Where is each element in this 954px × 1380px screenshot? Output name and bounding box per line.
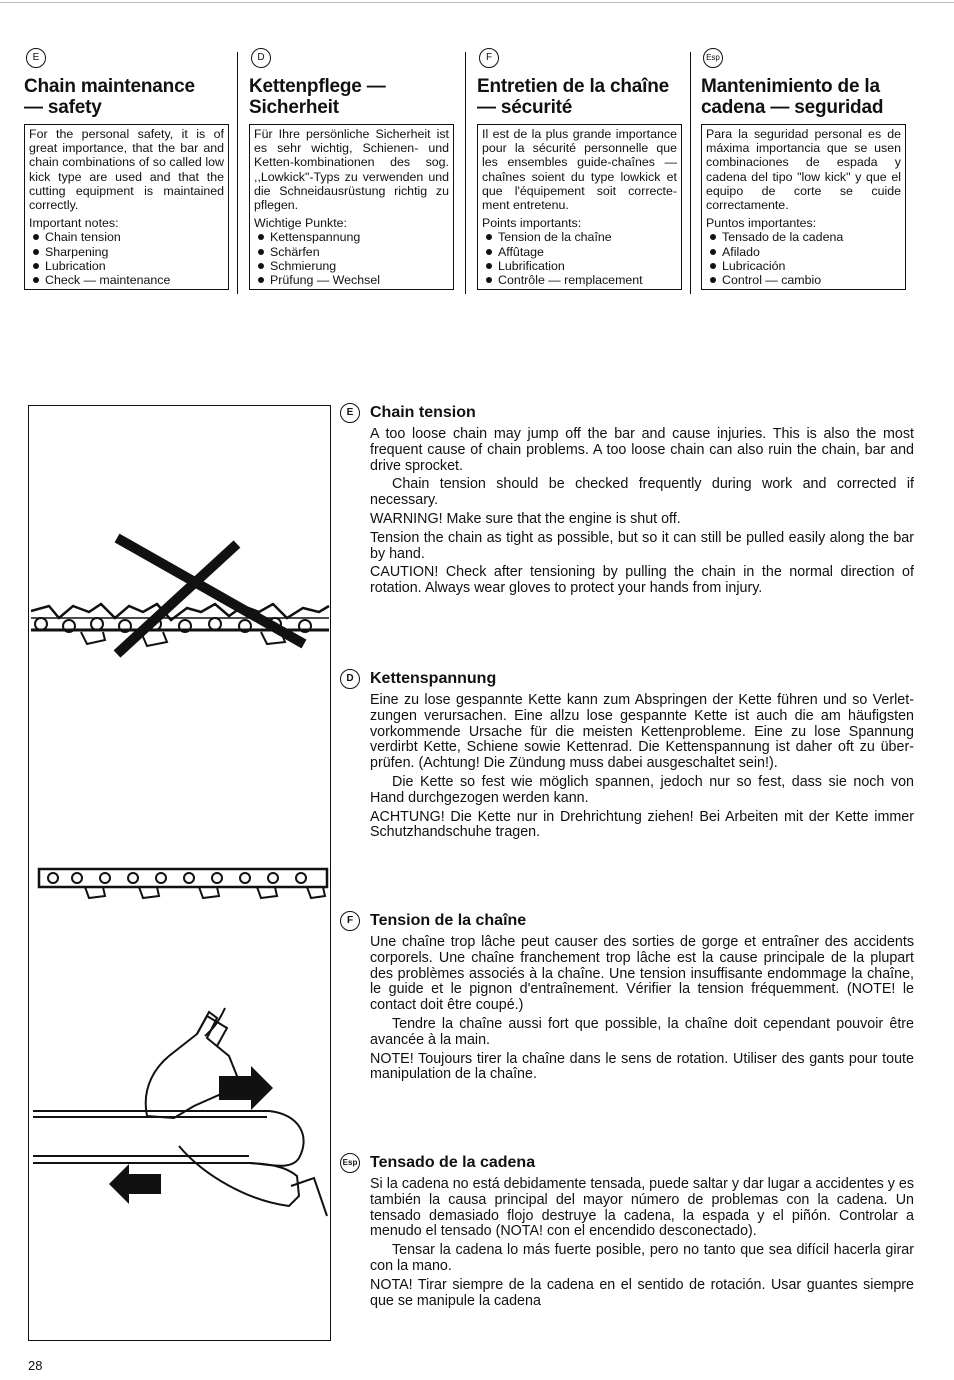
paragraph: WARNING! Make sure that the engine is shut off. (370, 510, 681, 527)
intro-text: For the personal safety, it is of great importance, that the bar and chain combinations of so called low kick type are used and that the cutting equipment is maintained correctly. (29, 127, 224, 213)
column-title (24, 76, 234, 118)
correctly-tensioned-chain-icon (39, 869, 327, 898)
list-item: Tensado de la cadena (706, 230, 901, 244)
list-item: Prüfung — Wechsel (254, 273, 449, 287)
section-body (340, 935, 914, 1083)
notes-list (482, 230, 677, 287)
column-english (24, 48, 234, 290)
language-badge: D (251, 48, 271, 68)
paragraph: NOTE! Toujours tirer la chaîne dans le sens de rotation. Utiliser des gants pour toute manipulation de la chaîne. (370, 1050, 914, 1083)
column-divider (690, 52, 691, 294)
notes-title: Wichtige Punkte: (254, 216, 347, 231)
illustration-panel (28, 405, 331, 1341)
column-title-line: Sicherheit (249, 97, 339, 118)
paragraph: ACHTUNG! Die Kette nur in Drehrichtung ziehen! Bei Arbeiten mit der Kette immer Schutzhandschuhe tragen. (370, 808, 914, 841)
paragraph: Tensar la cadena lo más fuerte posible, pero no tanto que sea difícil hacerla girar con la mano. (370, 1242, 914, 1274)
list-item: Sharpening (29, 245, 224, 259)
column-title-line: Entretien de la chaîne (477, 76, 669, 97)
section-french (340, 911, 914, 1086)
paragraph: Une chaîne trop lâche peut causer des sorties de gorge et entraîner des accidents corporels. Une chaîne franchement trop lâche est la cause principale de la plupart des problèmes associés à la chaîne. Une tension insuffisante endommage la chaîne, le guide et le pignon d'entraînement. Vérifier la tension fréquemment. (NOTE! le contact doit être coupé.) (370, 934, 914, 1014)
gloved-hands-pulling-chain-icon (33, 1008, 327, 1216)
column-spanish (701, 48, 911, 290)
list-item: Contrôle — remplacement (482, 273, 677, 287)
language-badge: F (479, 48, 499, 68)
intro-text: Für Ihre persönliche Sicherheit ist es sehr wichtig, Schienen- und Ketten-kombinationen des sog. ,,Lowkick"-Typs zu verwenden und die Schneidausrüstung richtig zu pflegen. (254, 127, 449, 213)
list-item: Tension de la chaîne (482, 230, 677, 244)
column-title-line: — sécurité (477, 97, 573, 118)
section-english (340, 403, 914, 600)
paragraph: Tension the chain as tight as possible, but so it can still be pulled easily along the bar by hand. (370, 529, 914, 562)
list-item: Check — maintenance (29, 273, 224, 287)
paragraph: A too loose chain may jump off the bar and cause injuries. This is also the most frequent cause of chain problems. A too loose chain can also ruin the chain, bar and drive sprocket. (370, 426, 914, 474)
safety-box (477, 124, 682, 290)
column-title (701, 76, 911, 118)
paragraph: NOTA! Tirar siempre de la cadena en el sentido de rotación. Usar guantes siempre que se manipule la cadena (370, 1276, 914, 1309)
notes-list (254, 230, 449, 287)
language-badge: Esp (703, 48, 723, 68)
intro-text: Il est de la plus grande importance pour la sécurité personnelle que les ensembles guide-chaînes — chaînes soient du type lowkick et que l'équipement soit correcte-ment entretenu. (482, 127, 677, 213)
illustrations (29, 406, 332, 1342)
notes-title: Important notes: (29, 216, 119, 231)
section-body (340, 1177, 914, 1309)
section-heading (340, 911, 914, 931)
intro-text: Para la seguridad personal es de máxima importancia que se usen combinaciones de espada y cadena del tipo "low kick" y que el equipo de corte se cuide correctamente. (706, 127, 901, 213)
section-body (340, 693, 914, 841)
notes-list (706, 230, 901, 287)
section-title: Chain tension (370, 404, 476, 422)
column-title (477, 76, 687, 118)
language-badge: E (26, 48, 46, 68)
paragraph: Si la cadena no está debidamente tensada, puede saltar y dar lugar a accidentes y es también la causa principal del mayor número de problemas con la cadena. Un tensado demasiado flojo destruye la cadena, la espada y el piñón. Controlar a menudo el tensado (NOTA! con el encendido desconectado). (370, 1176, 914, 1240)
list-item: Lubricación (706, 259, 901, 273)
section-german (340, 669, 914, 844)
list-item: Lubrification (482, 259, 677, 273)
list-item: Control — cambio (706, 273, 901, 287)
paragraph: Eine zu lose gespannte Kette kann zum Abspringen der Kette führen und so Verlet-zungen verursachen. Eine allzu lose gespannte Kette ist auch die am häufigsten vorkommende Ursache für die meisten Kettenprobleme. Eine zu lose Spannung verdirbt Kette, Schiene sowie Kettenrad. Die Kettenspannung ist daher oft zu über-prüfen. (Achtung! Die Zündung muss dabei ausgeschaltet sein!). (370, 692, 914, 772)
column-divider (237, 52, 238, 294)
list-item: Lubrication (29, 259, 224, 273)
column-german (249, 48, 459, 290)
column-title-line: Kettenpflege — (249, 76, 386, 97)
section-title: Kettenspannung (370, 670, 497, 688)
paragraph: Tendre la chaîne aussi fort que possible, la chaîne doit cependant pouvoir être avancée à la main. (370, 1015, 914, 1048)
paragraph: CAUTION! Check after tensioning by pulling the chain in the normal direction of rotation. Always wear gloves to protect your hands from injury. (370, 564, 914, 597)
notes-list (29, 230, 224, 287)
list-item: Schärfen (254, 245, 449, 259)
list-item: Affûtage (482, 245, 677, 259)
column-title-line: — safety (24, 97, 102, 118)
column-divider (465, 52, 466, 294)
list-item: Chain tension (29, 230, 224, 244)
section-body (340, 427, 914, 597)
list-item: Schmierung (254, 259, 449, 273)
list-item: Afilado (706, 245, 901, 259)
loose-chain-crossed-out-icon (31, 538, 329, 654)
language-badge: Esp (340, 1153, 360, 1173)
section-heading (340, 1153, 914, 1173)
paragraph: Chain tension should be checked frequently during work and corrected if necessary. (370, 476, 914, 509)
safety-box (701, 124, 906, 290)
column-title-line: cadena — seguridad (701, 97, 884, 118)
page-number: 28 (28, 1358, 43, 1373)
safety-box (249, 124, 454, 290)
language-badge: F (340, 911, 360, 931)
column-title-line: Mantenimiento de la (701, 76, 880, 97)
section-title: Tension de la chaîne (370, 912, 527, 930)
language-badge: D (340, 669, 360, 689)
top-rule (0, 2, 954, 3)
section-spanish (340, 1153, 914, 1312)
section-title: Tensado de la cadena (370, 1154, 536, 1172)
column-french (477, 48, 687, 290)
section-heading (340, 403, 914, 423)
column-title (249, 76, 459, 118)
list-item: Kettenspannung (254, 230, 449, 244)
language-badge: E (340, 403, 360, 423)
notes-title: Puntos importantes: (706, 216, 817, 231)
column-title-line: Chain maintenance (24, 76, 195, 97)
paragraph: Die Kette so fest wie möglich spannen, jedoch nur so fest, dass sie noch von Hand durchgezogen werden kann. (370, 773, 914, 806)
section-heading (340, 669, 914, 689)
safety-box (24, 124, 229, 290)
notes-title: Points importants: (482, 216, 582, 231)
